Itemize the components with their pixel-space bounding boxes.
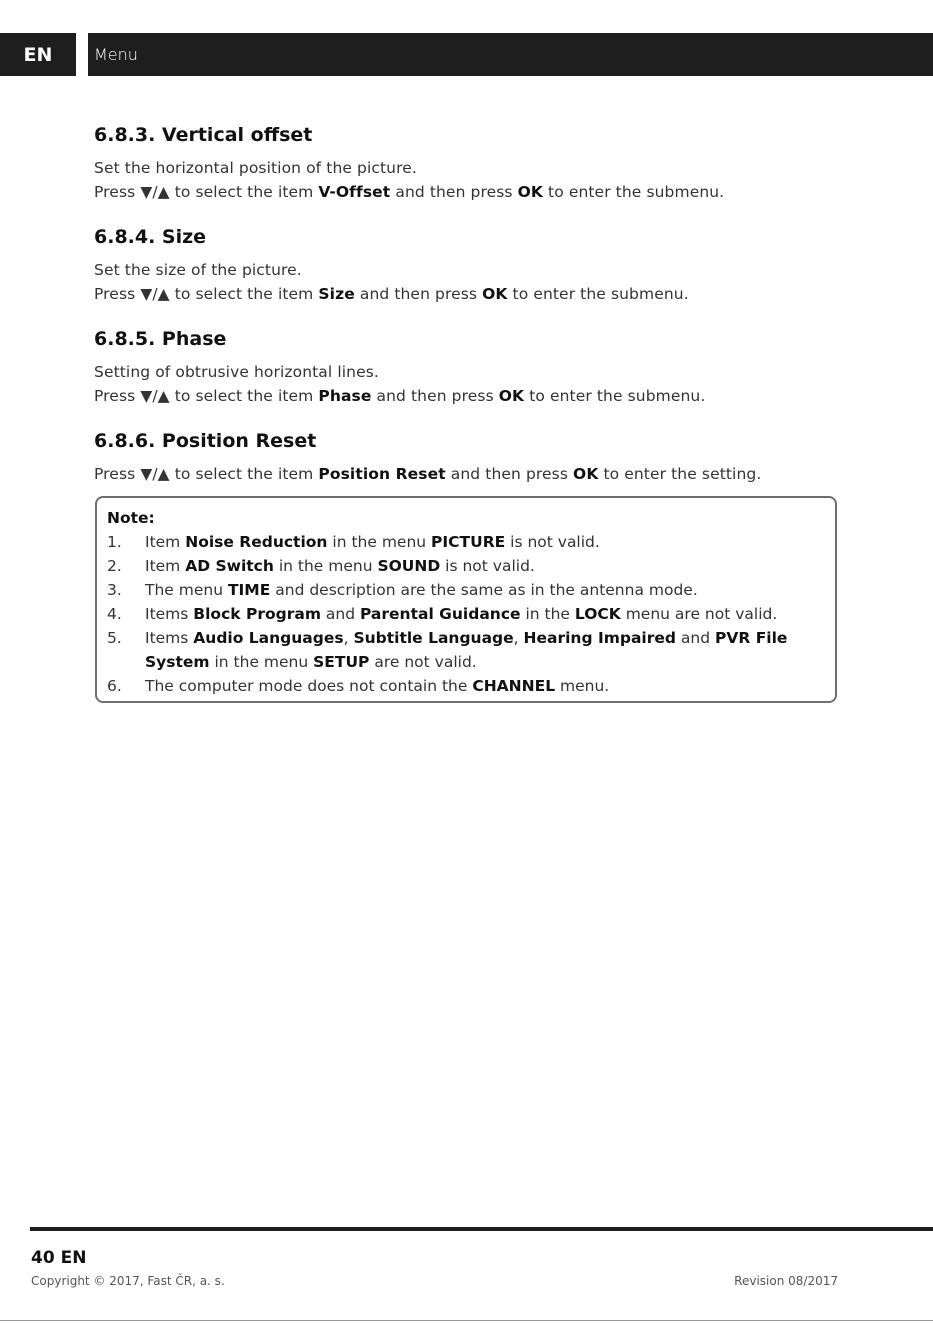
section-instruction [94,462,854,486]
section-instruction [94,282,854,306]
note-text: in the menu [327,533,432,551]
note-item [107,578,825,602]
ok-key: OK [482,285,508,303]
note-keyword: SOUND [377,557,441,575]
note-list [107,530,825,698]
section-size [94,224,854,306]
note-text: menu. [555,677,610,695]
note-item-number: 4. [107,605,122,623]
content [94,122,854,506]
instruction-text: to enter the setting. [598,465,762,483]
note-item-text [145,626,825,674]
bottom-rule [0,1320,933,1321]
item-name: Size [318,285,355,303]
note-text: is not valid. [505,533,600,551]
note-keyword: Audio Languages [193,629,344,647]
note-keyword: TIME [227,581,271,599]
section-description: Setting of obtrusive horizontal lines. [94,363,379,381]
note-text: The computer mode does not contain the [145,677,473,695]
header-title: Menu [88,33,933,76]
note-item-number: 5. [107,629,122,647]
note-item [107,602,825,626]
instruction-text: Press ▼/▲ to select the item [94,285,319,303]
note-keyword: Subtitle Language [353,629,514,647]
section-heading: 6.8.3. Vertical offset [94,124,313,146]
section-phase [94,326,854,408]
note-keyword: Parental Guidance [359,605,521,623]
revision: Revision 08/2017 [734,1274,838,1288]
note-item-text [145,554,825,578]
note-keyword: Block Program [193,605,321,623]
note-keyword: PICTURE [431,533,506,551]
note-item-number: 1. [107,533,122,551]
footer-divider [30,1227,933,1231]
note-item-number: 3. [107,581,122,599]
note-item-number: 2. [107,557,122,575]
note-keyword: Hearing Impaired [523,629,676,647]
instruction-text: Press ▼/▲ to select the item [94,387,319,405]
page-number: 40 EN [31,1248,87,1268]
item-name: Position Reset [318,465,446,483]
note-box [95,496,837,703]
section-instruction [94,384,854,408]
instruction-text: to enter the submenu. [524,387,706,405]
note-text: Item [145,557,186,575]
ok-key: OK [517,183,543,201]
note-text: , [513,629,524,647]
note-text: and description are the same as in the antenna mode. [270,581,698,599]
note-text: are not valid. [369,653,477,671]
instruction-text: Press ▼/▲ to select the item [94,183,319,201]
note-keyword: AD Switch [185,557,274,575]
section-heading: 6.8.6. Position Reset [94,430,317,452]
note-item-number: 6. [107,677,122,695]
note-text: Items [145,605,194,623]
note-item [107,554,825,578]
ok-key: OK [498,387,525,405]
instruction-text: and then press [354,285,483,303]
note-keyword: CHANNEL [472,677,556,695]
note-item [107,626,825,674]
instruction-text: and then press [371,387,499,405]
section-heading: 6.8.4. Size [94,226,207,248]
note-keyword: PVR File System [145,629,788,671]
note-title: Note: [107,509,155,527]
section-instruction [94,180,854,204]
note-text: in the [520,605,575,623]
note-item [107,674,825,698]
note-item-text [145,530,825,554]
note-item-text [145,674,825,698]
section-description: Set the size of the picture. [94,261,302,279]
note-item [107,530,825,554]
language-tab: EN [0,33,76,76]
section-description: Set the horizontal position of the picture. [94,159,417,177]
note-keyword: LOCK [574,605,621,623]
item-name: V-Offset [318,183,391,201]
instruction-text: and then press [445,465,574,483]
note-text: and [675,629,715,647]
note-text: in the menu [209,653,314,671]
section-vertical-offset [94,122,854,204]
note-item-text [145,602,825,626]
note-keyword: SETUP [313,653,370,671]
note-text: in the menu [273,557,378,575]
instruction-text: Press ▼/▲ to select the item [94,465,319,483]
note-text: Items [145,629,194,647]
note-text: Item [145,533,186,551]
note-text: menu are not valid. [620,605,778,623]
section-heading: 6.8.5. Phase [94,328,227,350]
note-text: , [343,629,354,647]
section-position-reset [94,428,854,486]
instruction-text: to enter the submenu. [543,183,725,201]
note-text: The menu [145,581,228,599]
note-text: is not valid. [440,557,535,575]
note-item-text [145,578,825,602]
instruction-text: and then press [390,183,518,201]
instruction-text: to enter the submenu. [507,285,689,303]
copyright: Copyright © 2017, Fast ČR, a. s. [31,1274,225,1288]
ok-key: OK [573,465,599,483]
note-keyword: Noise Reduction [185,533,328,551]
item-name: Phase [318,387,372,405]
note-text: and [320,605,360,623]
